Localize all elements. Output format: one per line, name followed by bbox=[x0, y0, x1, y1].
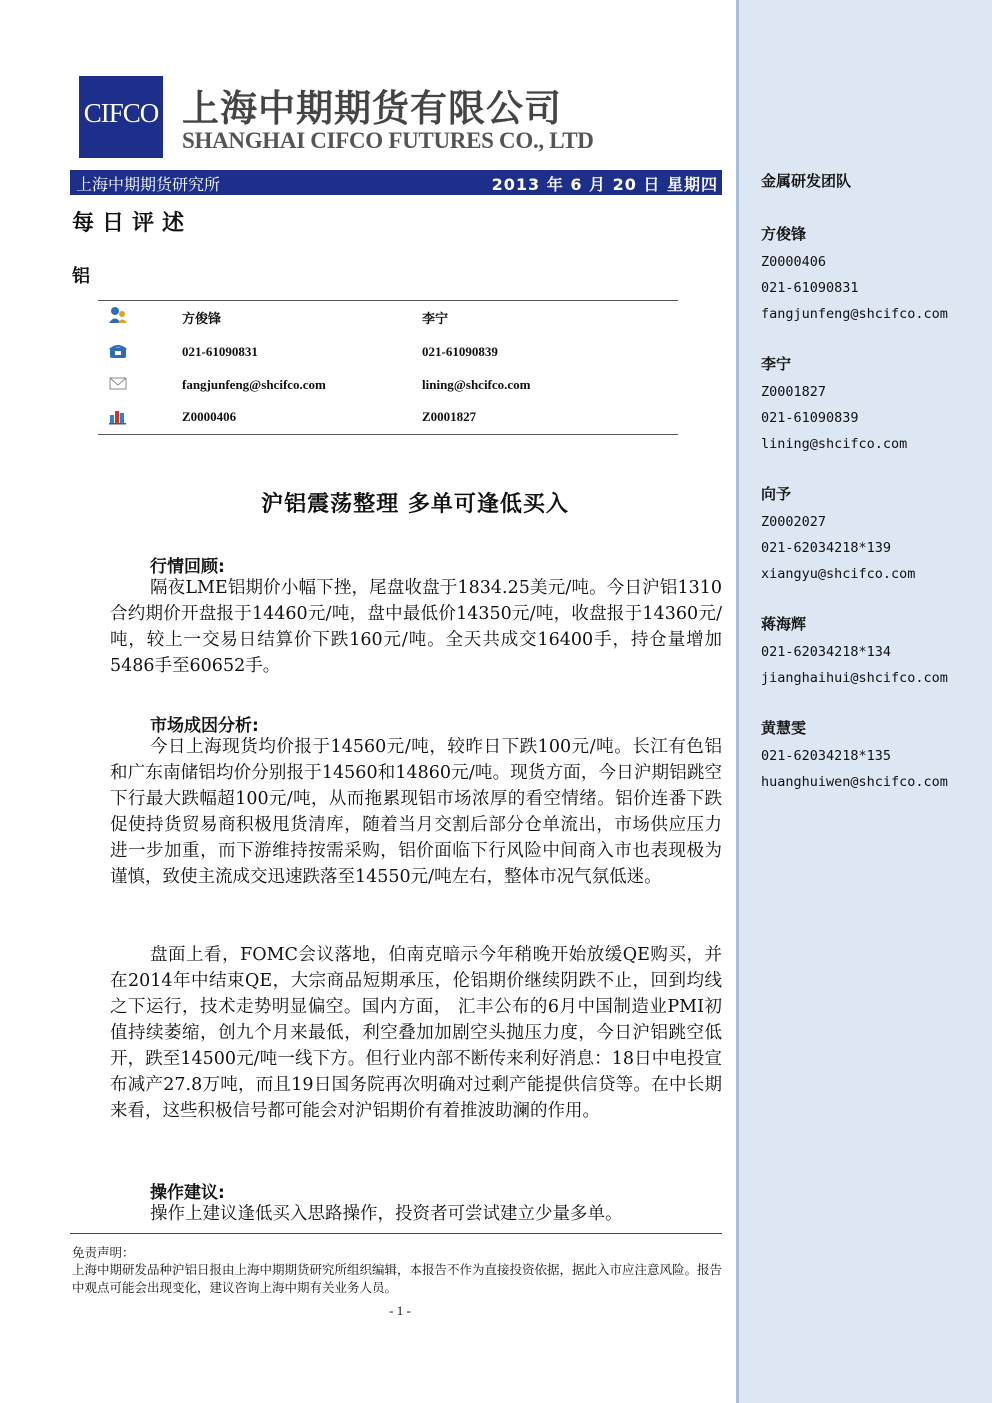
analyst1-email: fangjunfeng@shcifco.com bbox=[182, 377, 326, 392]
analyst2-name: 李宁 bbox=[422, 311, 449, 326]
member-name: 方俊锋 bbox=[761, 225, 807, 243]
header-bar bbox=[70, 170, 722, 195]
report-title: 沪铝震荡整理 多单可逢低买入 bbox=[261, 492, 569, 517]
member-email: xiangyu@shcifco.com bbox=[761, 566, 916, 582]
section-heading-advice: 操作建议: bbox=[150, 1183, 225, 1203]
contact-row-email bbox=[98, 377, 678, 405]
analyst2-license: Z0001827 bbox=[422, 409, 477, 424]
sidebar-team-title: 金属研发团队 bbox=[761, 172, 852, 190]
institute-name: 上海中期期货研究所 bbox=[76, 175, 221, 194]
member-license: Z0000406 bbox=[761, 254, 827, 270]
contact-row-name bbox=[98, 308, 678, 336]
contact-table bbox=[98, 300, 678, 435]
report-date: 2013 年 6 月 20 日 星期四 bbox=[491, 175, 718, 194]
disclaimer-text: 上海中期研发品种沪铝日报由上海中期期货研究所组织编辑，本报告不作为直接投资依据，据此入市应注意风险。报告中观点可能会出现变化，建议咨询上海中期有关业务人员。 bbox=[72, 1262, 723, 1295]
analyst1-name: 方俊锋 bbox=[182, 311, 222, 326]
disclaimer-heading: 免责声明： bbox=[72, 1245, 135, 1260]
phone-icon bbox=[108, 342, 128, 360]
paragraph-advice: 操作上建议逢低买入思路操作，投资者可尝试建立少量多单。 bbox=[150, 1204, 623, 1224]
member-phone: 021-61090839 bbox=[761, 410, 859, 426]
mail-icon bbox=[108, 375, 128, 393]
member-email: huanghuiwen@shcifco.com bbox=[761, 774, 948, 790]
sidebar-member bbox=[761, 716, 948, 798]
member-phone: 021-61090831 bbox=[761, 280, 859, 296]
member-license: Z0001827 bbox=[761, 384, 827, 400]
section-heading-review: 行情回顾: bbox=[150, 557, 225, 577]
analyst1-phone: 021-61090831 bbox=[182, 344, 258, 359]
sidebar-member bbox=[761, 612, 948, 694]
member-name: 蒋海辉 bbox=[761, 615, 807, 633]
logo-mark-text: CIFCO bbox=[83, 98, 159, 128]
footer-divider bbox=[70, 1233, 722, 1234]
member-email: fangjunfeng@shcifco.com bbox=[761, 306, 948, 322]
company-name-cn: 上海中期期货有限公司 bbox=[182, 87, 562, 130]
company-logo-mark bbox=[79, 76, 163, 158]
sidebar-member bbox=[761, 482, 915, 590]
report-type: 每日评述 bbox=[72, 211, 193, 236]
contact-row-phone bbox=[98, 344, 678, 372]
paragraph-review: 隔夜LME铝期价小幅下挫，尾盘收盘于1834.25美元/吨。今日沪铝1310合约期价开盘报于14460元/吨，盘中最低价14350元/吨，收盘报于14360元/吨，较上一交易日结算价下跌160元/吨。全天共成交16400手，持仓量增加5486手至60652手。 bbox=[110, 578, 722, 676]
member-name: 黄慧雯 bbox=[761, 719, 807, 737]
analyst1-license: Z0000406 bbox=[182, 409, 237, 424]
contact-row-license bbox=[98, 409, 678, 437]
member-name: 向予 bbox=[761, 485, 792, 503]
paragraph-analysis-2: 盘面上看，FOMC会议落地，伯南克暗示今年稍晚开始放缓QE购买，并在2014年中结束QE，大宗商品短期承压，伦铝期价继续阴跌不止，回到均线之下运行，技术走势明显偏空。国内方面， 汇丰公布的6月中国制造业PMI初值持续萎缩，创九个月来最低，利空叠加加剧空头抛压力度，今日沪铝跳空低开，跌至14500元/吨一线下方。但行业内部不断传来利好消息：18日中电投宣布减产27.8万吨，而且19日国务院再次明确对过剩产能提供信贷等。在中长期来看，这些积极信号都可能会对沪铝期价有着推波助澜的作用。 bbox=[110, 945, 722, 1121]
member-email: lining@shcifco.com bbox=[761, 436, 908, 452]
member-phone: 021-62034218*134 bbox=[761, 644, 892, 660]
person-icon bbox=[108, 306, 128, 324]
analyst2-phone: 021-61090839 bbox=[422, 344, 498, 359]
analyst2-email: lining@shcifco.com bbox=[422, 377, 531, 392]
sidebar-member bbox=[761, 222, 948, 330]
company-name-en: SHANGHAI CIFCO FUTURES CO., LTD bbox=[182, 128, 594, 153]
section-heading-analysis: 市场成因分析: bbox=[150, 716, 259, 736]
member-name: 李宁 bbox=[761, 355, 792, 373]
commodity-label: 铝 bbox=[72, 266, 90, 287]
member-phone: 021-62034218*135 bbox=[761, 748, 892, 764]
member-license: Z0002027 bbox=[761, 514, 827, 530]
member-phone: 021-62034218*139 bbox=[761, 540, 892, 556]
id-card-icon bbox=[108, 407, 128, 425]
sidebar-member bbox=[761, 352, 907, 460]
member-email: jianghaihui@shcifco.com bbox=[761, 670, 948, 686]
team-sidebar bbox=[736, 0, 992, 1403]
paragraph-analysis-1: 今日上海现货均价报于14560元/吨，较昨日下跌100元/吨。长江有色铝和广东南储铝均价分别报于14560和14860元/吨。现货方面，今日沪期铝跳空下行最大跌幅超100元/吨，从而拖累现铝市场浓厚的看空情绪。铝价连番下跌促使持货贸易商积极甩货清库，随着当月交割后部分仓单流出，市场供应压力进一步加重，而下游维持按需采购，铝价面临下行风险中间商入市也表现极为谨慎，致使主流成交迅速跌落至14550元/吨左右，整体市况气氛低迷。 bbox=[110, 737, 722, 887]
page-number: - 1 - bbox=[389, 1303, 411, 1318]
